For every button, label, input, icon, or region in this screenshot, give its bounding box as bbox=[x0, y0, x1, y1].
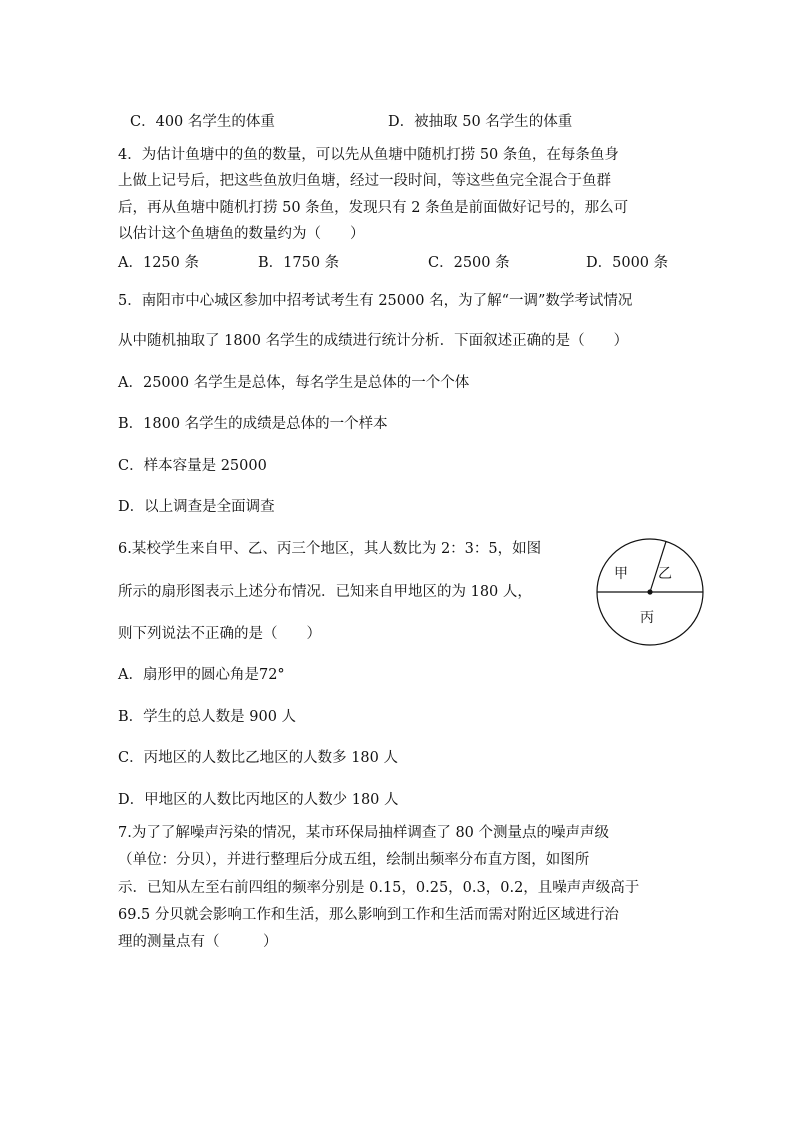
q6-option-b: B．学生的总人数是 900 人 bbox=[118, 709, 297, 725]
q6-stem-line-2: 所示的扇形图表示上述分布情况．已知来自甲地区的为 180 人， bbox=[118, 584, 532, 600]
pie-label-yi: 乙 bbox=[658, 566, 672, 582]
q4-option-a: A．1250 条 bbox=[118, 255, 199, 271]
q4-stem-line-3: 后，再从鱼塘中随机打捞 50 条鱼，发现只有 2 条鱼是前面做好记号的，那么可 bbox=[118, 200, 629, 216]
q5-option-d: D．以上调查是全面调查 bbox=[118, 499, 275, 515]
pie-label-jia: 甲 bbox=[614, 566, 628, 582]
q6-option-a: A．扇形甲的圆心角是72° bbox=[118, 667, 285, 683]
q3-option-c: C．400 名学生的体重 bbox=[130, 114, 275, 130]
q4-stem-line-4: 以估计这个鱼塘鱼的数量约为（ ） bbox=[118, 226, 365, 242]
q5-stem-line-2: 从中随机抽取了 1800 名学生的成绩进行统计分析．下面叙述正确的是（ ） bbox=[118, 333, 629, 349]
q4-option-c: C．2500 条 bbox=[428, 255, 510, 271]
q6-stem-line-3: 则下列说法不正确的是（ ） bbox=[118, 626, 321, 642]
q5-option-c: C．样本容量是 25000 bbox=[118, 458, 267, 474]
q4-option-b: B．1750 条 bbox=[258, 255, 340, 271]
q7-stem-line-1: 7.为了了解噪声污染的情况，某市环保局抽样调查了 80 个测量点的噪声声级 bbox=[118, 825, 610, 841]
q6-stem-line-1: 6.某校学生来自甲、乙、丙三个地区，其人数比为 2：3：5，如图 bbox=[118, 541, 542, 557]
q6-option-c: C．丙地区的人数比乙地区的人数多 180 人 bbox=[118, 750, 398, 766]
region-pie-chart bbox=[594, 536, 706, 648]
q3-option-d: D．被抽取 50 名学生的体重 bbox=[388, 114, 573, 130]
q5-option-b: B．1800 名学生的成绩是总体的一个样本 bbox=[118, 416, 388, 432]
pie-label-bing: 丙 bbox=[640, 610, 654, 626]
q7-stem-line-4: 69.5 分贝就会影响工作和生活，那么影响到工作和生活而需对附近区域进行治 bbox=[118, 907, 619, 923]
pie-center-dot bbox=[647, 589, 652, 594]
q3-options bbox=[118, 110, 678, 130]
q5-option-a: A．25000 名学生是总体，每名学生是总体的一个个体 bbox=[118, 375, 470, 391]
q4-stem-line-1: 4．为估计鱼塘中的鱼的数量，可以先从鱼塘中随机打捞 50 条鱼，在每条鱼身 bbox=[118, 147, 619, 163]
q4-options bbox=[118, 251, 678, 271]
q7-stem-line-5: 理的测量点有（ ） bbox=[118, 934, 278, 950]
q6-option-d: D．甲地区的人数比丙地区的人数少 180 人 bbox=[118, 792, 399, 808]
q5-stem-line-1: 5．南阳市中心城区参加中招考试考生有 25000 名，为了解“一调”数学考试情况 bbox=[118, 293, 633, 309]
q7-stem-line-2: （单位：分贝），并进行整理后分成五组，绘制出频率分布直方图，如图所 bbox=[118, 852, 590, 868]
q4-stem-line-2: 上做上记号后，把这些鱼放归鱼塘，经过一段时间，等这些鱼完全混合于鱼群 bbox=[118, 173, 611, 189]
q4-option-d: D．5000 条 bbox=[586, 255, 669, 271]
q7-stem-line-3: 示．已知从左至右前四组的频率分别是 0.15，0.25，0.3，0.2，且噪声声级高于 bbox=[118, 880, 640, 896]
